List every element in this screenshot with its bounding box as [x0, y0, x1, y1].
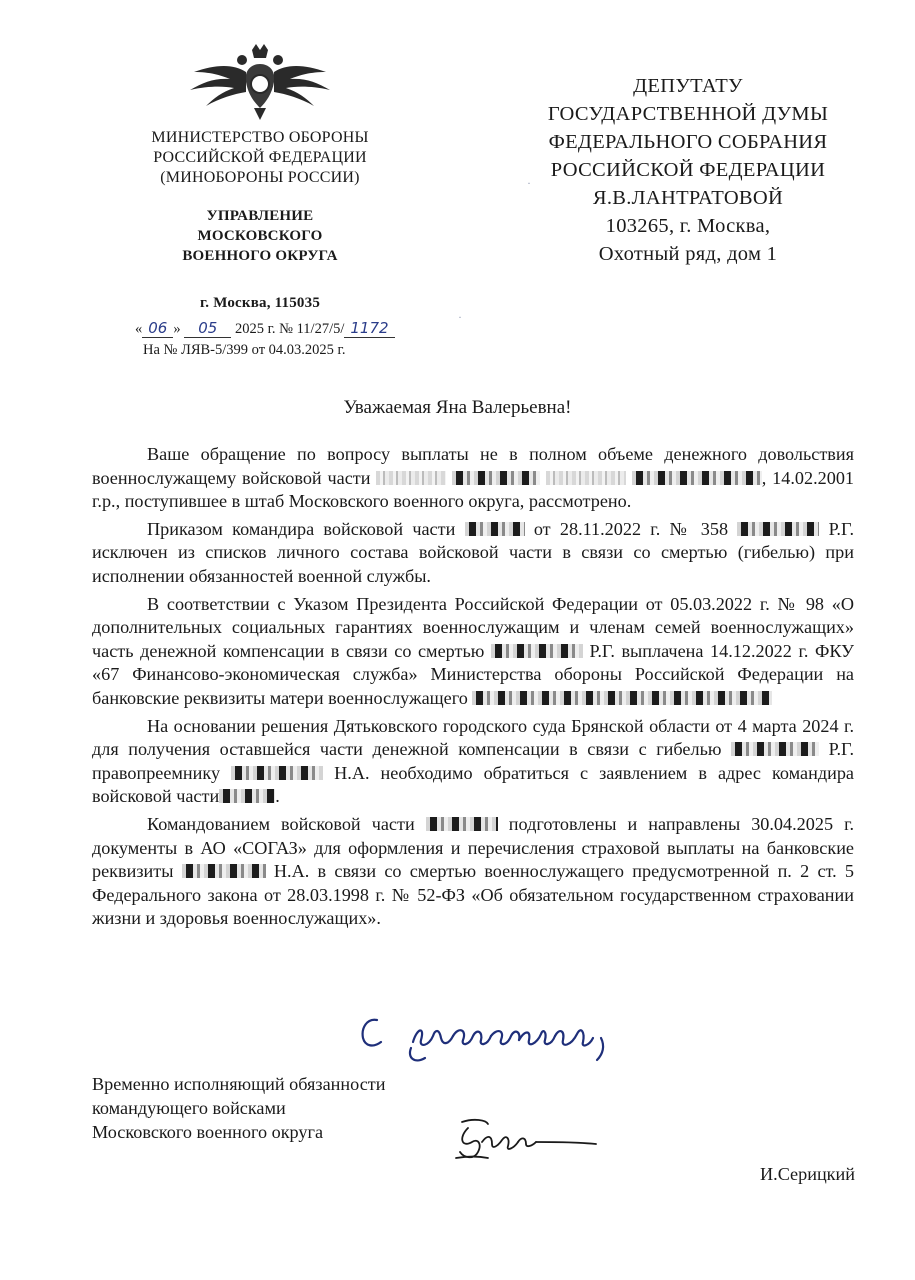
- p1-text-a: Ваше обращение по вопросу выплаты не в полном объеме денежного довольствия военнослужащему войсковой части: [92, 444, 854, 488]
- redacted-successor-surname: [231, 766, 323, 780]
- signatory-title-line-1: Временно исполняющий обязанности: [92, 1074, 386, 1094]
- signer-name: И.Серицкий: [760, 1164, 855, 1184]
- redacted-unit-number: [426, 817, 498, 831]
- p5-text-b: подготовлены и направлены 30.04.2025 г. документы в АО «СОГАЗ» для оформления и перечисления страховой выплаты на банковские реквизиты: [92, 813, 855, 882]
- sender-block: [120, 128, 400, 313]
- paragraph-2: [92, 518, 854, 589]
- addressee-line-3: ФЕДЕРАЛЬНОГО СОБРАНИЯ: [548, 131, 828, 153]
- p4-text-d: .: [275, 786, 280, 807]
- reg-month: 05: [184, 319, 231, 338]
- ministry-line-1: МИНИСТЕРСТВО ОБОРОНЫ: [151, 129, 369, 146]
- reference-line: На № ЛЯВ-5/399 от 04.03.2025 г.: [143, 342, 346, 358]
- signatory-title: [92, 1072, 385, 1144]
- paragraph-3: [92, 593, 854, 711]
- p5-text-a: Командованием войсковой части: [147, 813, 415, 834]
- unit-line-1: УПРАВЛЕНИЕ: [206, 208, 314, 224]
- addressee-line-2: ГОСУДАРСТВЕННОЙ ДУМЫ: [547, 103, 829, 125]
- unit-name: [120, 206, 400, 266]
- registration-block: [135, 318, 395, 361]
- addressee-line-4: РОССИЙСКОЙ ФЕДЕРАЦИИ: [550, 159, 826, 181]
- close-quote: »: [173, 321, 181, 337]
- open-quote: «: [135, 321, 143, 337]
- p4-text-c: Н.А. необходимо обратиться с заявлением в адрес командира войсковой части: [92, 762, 854, 807]
- p2-text-c: Р.Г. исключен из списков личного состава войсковой части в связи со смертью (гибелью) при исполнении обязанностей военной службы.: [92, 518, 854, 586]
- sender-city: г. Москва, 115035: [199, 295, 321, 311]
- coat-of-arms-emblem: [180, 42, 340, 122]
- addressee-block: [520, 72, 856, 268]
- unit-line-2: МОСКОВСКОГО: [197, 228, 323, 244]
- p5-text-c: Н.А. в связи со смертью военнослужащего предусмотренной п. 2 ст. 5 Федерального закона от 28.03.1998 г. № 52-ФЗ «Об обязательном государственном страховании жизни и здоровья военнослужащих».: [92, 861, 854, 929]
- p3-text-b: Р.Г. выплачена 14.12.2022 г. ФКУ «67 Финансово-экономическая служба» Министерства обороны Российской Федерации на банковские реквизиты матери военнослужащего: [92, 640, 854, 708]
- redacted-unit-number: [376, 471, 446, 485]
- unit-line-3: ВОЕННОГО ОКРУГА: [182, 248, 338, 264]
- handwritten-closing: [355, 1002, 625, 1072]
- p4-text-b: Р.Г. правопреемнику: [92, 739, 855, 783]
- paragraph-1: [92, 443, 854, 514]
- addressee-line-1: ДЕПУТАТУ: [633, 75, 743, 97]
- reg-number-handwritten: 1172: [344, 319, 394, 338]
- signatory-title-line-2: командующего войсками: [92, 1098, 286, 1118]
- registration-number-line: [135, 318, 395, 340]
- redacted-first-name: [546, 471, 626, 485]
- redacted-patronymic: [632, 471, 762, 485]
- redacted-unit-number: [219, 789, 275, 803]
- p3-text-a: В соответствии с Указом Президента Российской Федерации от 05.03.2022 г. № 98 «О дополнительных социальных гарантиях военнослужащим и членам семей военнослужащих» часть денежной компенсации в связи со смертью: [92, 593, 854, 661]
- redacted-surname: [491, 644, 583, 658]
- scan-speck: ·: [458, 310, 462, 324]
- paragraph-5: [92, 813, 854, 931]
- p1-text-b: , 14.02.2001 г.р., поступившее в штаб Московского военного округа, рассмотрено.: [92, 467, 855, 512]
- paragraph-4: [92, 715, 854, 809]
- handwritten-signature: [448, 1112, 598, 1168]
- signatory-title-line-3: Московского военного округа: [92, 1122, 324, 1142]
- reg-day: 06: [142, 319, 173, 338]
- addressee-line-6: 103265, г. Москва,: [605, 215, 771, 237]
- redacted-mother-name: [472, 691, 772, 705]
- redacted-unit-number: [465, 522, 525, 536]
- p2-text-a: Приказом командира войсковой части: [147, 518, 456, 539]
- scan-speck: ·: [527, 176, 531, 190]
- addressee-line-5: Я.В.ЛАНТРАТОВОЙ: [592, 187, 784, 209]
- reg-year-number: 2025 г. № 11/27/5/: [234, 321, 345, 337]
- p4-text-a: На основании решения Дятьковского городского суда Брянской области от 4 марта 2024 г. для получения оставшейся части денежной компенсации в связи с гибелью: [92, 715, 854, 760]
- redacted-surname: [731, 742, 819, 756]
- p2-text-b: от 28.11.2022 г. № 358: [533, 518, 729, 539]
- redacted-surname: [737, 522, 819, 536]
- ministry-line-3: (МИНОБОРОНЫ РОССИИ): [160, 169, 360, 186]
- addressee-line-7: Охотный ряд, дом 1: [598, 243, 778, 265]
- redacted-successor-surname: [182, 864, 266, 878]
- redacted-surname: [452, 471, 540, 485]
- letter-body: [92, 443, 854, 935]
- ministry-line-2: РОССИЙСКОЙ ФЕДЕРАЦИИ: [153, 149, 367, 166]
- greeting: Уважаемая Яна Валерьевна!: [343, 397, 572, 418]
